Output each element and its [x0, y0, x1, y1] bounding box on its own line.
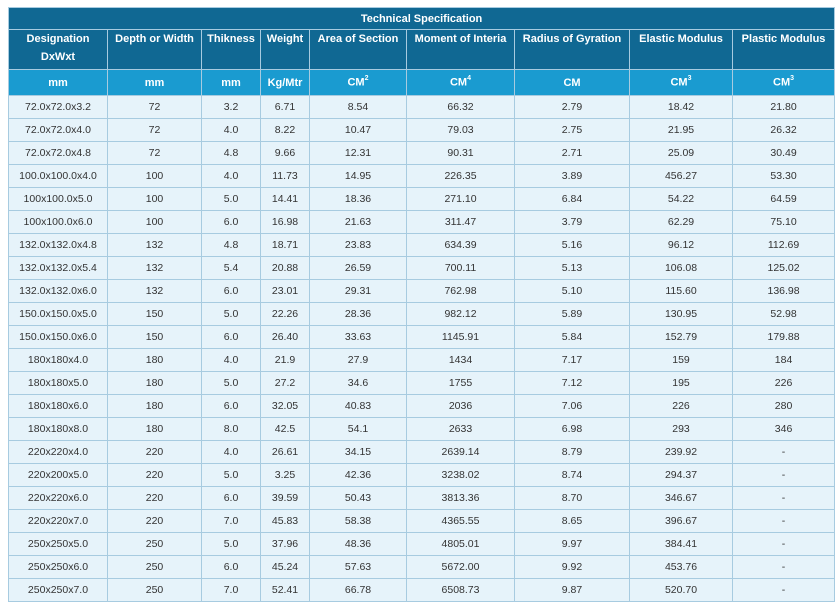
table-cell: 66.78 — [310, 579, 407, 602]
table-cell: 4805.01 — [407, 533, 515, 556]
table-cell: 34.6 — [310, 372, 407, 395]
table-cell: 250 — [108, 556, 202, 579]
table-cell: 14.41 — [261, 188, 310, 211]
table-cell: 6.0 — [202, 280, 261, 303]
table-cell: 1145.91 — [407, 326, 515, 349]
table-cell: 18.42 — [630, 96, 733, 119]
column-header — [261, 30, 310, 70]
table-cell: 100x100.0x5.0 — [9, 188, 108, 211]
table-cell: 152.79 — [630, 326, 733, 349]
table-cell: - — [733, 487, 835, 510]
unit-header — [310, 70, 407, 96]
column-header-sublabel: DxWxt — [40, 51, 76, 63]
table-cell: 72 — [108, 142, 202, 165]
table-cell: 634.39 — [407, 234, 515, 257]
table-cell: 132.0x132.0x5.4 — [9, 257, 108, 280]
table-cell: 5.89 — [515, 303, 630, 326]
column-header-label: Elastic Modulus — [639, 33, 723, 45]
table-cell: 26.59 — [310, 257, 407, 280]
table-cell: 2.79 — [515, 96, 630, 119]
table-cell: 3813.36 — [407, 487, 515, 510]
table-cell: 25.09 — [630, 142, 733, 165]
table-cell: 6508.73 — [407, 579, 515, 602]
table-cell: 311.47 — [407, 211, 515, 234]
unit-label: CM — [563, 76, 581, 89]
table-row — [9, 211, 835, 234]
column-header-row — [9, 30, 835, 70]
table-cell: 33.63 — [310, 326, 407, 349]
table-cell: 21.95 — [630, 119, 733, 142]
table-row — [9, 533, 835, 556]
table-cell: 220 — [108, 510, 202, 533]
table-cell: 54.22 — [630, 188, 733, 211]
table-cell: - — [733, 441, 835, 464]
table-row — [9, 326, 835, 349]
table-cell: 42.5 — [261, 418, 310, 441]
table-cell: 45.24 — [261, 556, 310, 579]
table-cell: 79.03 — [407, 119, 515, 142]
table-cell: 150 — [108, 303, 202, 326]
table-row — [9, 556, 835, 579]
column-header-label: Plastic Modulus — [741, 33, 826, 45]
table-cell: 6.84 — [515, 188, 630, 211]
table-row — [9, 280, 835, 303]
table-cell: 10.47 — [310, 119, 407, 142]
unit-exponent: 2 — [364, 75, 369, 83]
table-cell: 26.40 — [261, 326, 310, 349]
table-cell: 384.41 — [630, 533, 733, 556]
table-row — [9, 119, 835, 142]
table-cell: 30.49 — [733, 142, 835, 165]
table-row — [9, 464, 835, 487]
table-cell: 4.0 — [202, 119, 261, 142]
table-cell: 184 — [733, 349, 835, 372]
table-cell: 220x200x5.0 — [9, 464, 108, 487]
table-cell: 180x180x4.0 — [9, 349, 108, 372]
table-cell: 5.0 — [202, 188, 261, 211]
table-cell: 27.9 — [310, 349, 407, 372]
table-cell: 72.0x72.0x4.8 — [9, 142, 108, 165]
table-cell: 21.9 — [261, 349, 310, 372]
column-header-label: Designation — [26, 33, 90, 45]
table-cell: 52.98 — [733, 303, 835, 326]
table-cell: - — [733, 579, 835, 602]
column-header-label: Moment of Interia — [414, 33, 507, 45]
table-cell: 7.0 — [202, 510, 261, 533]
table-cell: 250x250x5.0 — [9, 533, 108, 556]
table-cell: 180 — [108, 372, 202, 395]
table-cell: 4.8 — [202, 234, 261, 257]
table-cell: 23.83 — [310, 234, 407, 257]
table-cell: 18.36 — [310, 188, 407, 211]
table-cell: 132 — [108, 234, 202, 257]
table-cell: 48.36 — [310, 533, 407, 556]
table-cell: 180 — [108, 418, 202, 441]
table-cell: 150.0x150.0x5.0 — [9, 303, 108, 326]
table-row — [9, 349, 835, 372]
table-cell: 453.76 — [630, 556, 733, 579]
table-cell: 8.65 — [515, 510, 630, 533]
table-cell: 28.36 — [310, 303, 407, 326]
spec-table-container — [8, 7, 834, 602]
table-row — [9, 234, 835, 257]
table-cell: 9.97 — [515, 533, 630, 556]
table-cell: 62.29 — [630, 211, 733, 234]
table-cell: 64.59 — [733, 188, 835, 211]
table-cell: 220x220x4.0 — [9, 441, 108, 464]
table-cell: 239.92 — [630, 441, 733, 464]
table-title: Technical Specification — [9, 8, 835, 30]
table-cell: 396.67 — [630, 510, 733, 533]
table-cell: 220 — [108, 464, 202, 487]
unit-label: CM — [347, 76, 365, 89]
unit-header — [108, 70, 202, 96]
table-cell: 6.0 — [202, 211, 261, 234]
table-cell: 762.98 — [407, 280, 515, 303]
table-cell: 11.73 — [261, 165, 310, 188]
table-cell: 250 — [108, 533, 202, 556]
column-header — [630, 30, 733, 70]
table-cell: - — [733, 533, 835, 556]
table-cell: 34.15 — [310, 441, 407, 464]
table-row — [9, 257, 835, 280]
table-cell: 346 — [733, 418, 835, 441]
column-header — [515, 30, 630, 70]
table-cell: 106.08 — [630, 257, 733, 280]
table-row — [9, 510, 835, 533]
table-cell: 72 — [108, 119, 202, 142]
table-cell: 66.32 — [407, 96, 515, 119]
table-cell: 18.71 — [261, 234, 310, 257]
table-cell: - — [733, 510, 835, 533]
table-cell: 180x180x6.0 — [9, 395, 108, 418]
table-cell: 130.95 — [630, 303, 733, 326]
table-cell: 226 — [733, 372, 835, 395]
table-cell: 7.12 — [515, 372, 630, 395]
table-cell: 9.92 — [515, 556, 630, 579]
table-cell: 9.66 — [261, 142, 310, 165]
table-cell: 52.41 — [261, 579, 310, 602]
table-cell: 22.26 — [261, 303, 310, 326]
column-header-label: Weight — [266, 33, 304, 45]
table-cell: 5.84 — [515, 326, 630, 349]
table-cell: 37.96 — [261, 533, 310, 556]
table-cell: 75.10 — [733, 211, 835, 234]
table-cell: 8.22 — [261, 119, 310, 142]
table-row — [9, 142, 835, 165]
column-header — [407, 30, 515, 70]
table-cell: 5.16 — [515, 234, 630, 257]
table-cell: 29.31 — [310, 280, 407, 303]
table-cell: 2.71 — [515, 142, 630, 165]
table-cell: 456.27 — [630, 165, 733, 188]
table-cell: 100 — [108, 165, 202, 188]
table-cell: 220 — [108, 441, 202, 464]
table-cell: - — [733, 556, 835, 579]
table-cell: 7.06 — [515, 395, 630, 418]
table-cell: 7.17 — [515, 349, 630, 372]
table-cell: 5.13 — [515, 257, 630, 280]
table-cell: 100 — [108, 211, 202, 234]
unit-header — [261, 70, 310, 96]
table-cell: 220x220x6.0 — [9, 487, 108, 510]
table-cell: 72.0x72.0x3.2 — [9, 96, 108, 119]
table-cell: 250x250x7.0 — [9, 579, 108, 602]
unit-label: Kg/Mtr — [267, 76, 303, 89]
table-row — [9, 441, 835, 464]
table-title-row — [9, 8, 835, 30]
unit-header — [515, 70, 630, 96]
table-row — [9, 487, 835, 510]
table-row — [9, 96, 835, 119]
table-cell: 96.12 — [630, 234, 733, 257]
table-cell: 195 — [630, 372, 733, 395]
table-cell: 100x100.0x6.0 — [9, 211, 108, 234]
table-row — [9, 395, 835, 418]
table-row — [9, 303, 835, 326]
table-cell: 6.71 — [261, 96, 310, 119]
table-cell: 700.11 — [407, 257, 515, 280]
unit-header — [9, 70, 108, 96]
table-body — [9, 96, 835, 602]
table-cell: 3.25 — [261, 464, 310, 487]
table-cell: 132 — [108, 280, 202, 303]
table-cell: 180x180x5.0 — [9, 372, 108, 395]
table-cell: 8.0 — [202, 418, 261, 441]
table-cell: 45.83 — [261, 510, 310, 533]
table-cell: 21.63 — [310, 211, 407, 234]
table-cell: 16.98 — [261, 211, 310, 234]
table-cell: 346.67 — [630, 487, 733, 510]
table-cell: 3.89 — [515, 165, 630, 188]
table-cell: 5.0 — [202, 303, 261, 326]
table-cell: 132 — [108, 257, 202, 280]
unit-header — [733, 70, 835, 96]
table-cell: - — [733, 464, 835, 487]
table-cell: 20.88 — [261, 257, 310, 280]
table-cell: 6.0 — [202, 326, 261, 349]
unit-exponent: 3 — [687, 75, 692, 83]
table-cell: 100.0x100.0x4.0 — [9, 165, 108, 188]
table-cell: 100 — [108, 188, 202, 211]
unit-label: CM — [449, 76, 468, 89]
column-header-label: Thikness — [207, 33, 255, 45]
table-cell: 27.2 — [261, 372, 310, 395]
table-cell: 115.60 — [630, 280, 733, 303]
table-cell: 220 — [108, 487, 202, 510]
unit-label: CM — [670, 76, 688, 89]
table-row — [9, 418, 835, 441]
table-cell: 72 — [108, 96, 202, 119]
table-cell: 125.02 — [733, 257, 835, 280]
table-row — [9, 165, 835, 188]
table-cell: 8.79 — [515, 441, 630, 464]
unit-label: CM — [773, 76, 791, 89]
table-cell: 32.05 — [261, 395, 310, 418]
unit-header-row — [9, 70, 835, 96]
table-cell: 112.69 — [733, 234, 835, 257]
table-cell: 72.0x72.0x4.0 — [9, 119, 108, 142]
unit-label: mm — [221, 76, 241, 89]
table-cell: 53.30 — [733, 165, 835, 188]
unit-exponent: 4 — [467, 75, 471, 83]
table-cell: 6.0 — [202, 395, 261, 418]
table-cell: 220x220x7.0 — [9, 510, 108, 533]
table-cell: 54.1 — [310, 418, 407, 441]
table-row — [9, 188, 835, 211]
column-header — [733, 30, 835, 70]
table-cell: 250x250x6.0 — [9, 556, 108, 579]
table-cell: 982.12 — [407, 303, 515, 326]
table-row — [9, 579, 835, 602]
table-cell: 180 — [108, 349, 202, 372]
table-cell: 50.43 — [310, 487, 407, 510]
table-cell: 58.38 — [310, 510, 407, 533]
table-cell: 4.0 — [202, 441, 261, 464]
table-cell: 5.10 — [515, 280, 630, 303]
table-cell: 6.0 — [202, 556, 261, 579]
table-cell: 132.0x132.0x4.8 — [9, 234, 108, 257]
table-cell: 159 — [630, 349, 733, 372]
table-cell: 250 — [108, 579, 202, 602]
table-cell: 21.80 — [733, 96, 835, 119]
table-cell: 2036 — [407, 395, 515, 418]
technical-specification-table — [8, 7, 835, 602]
table-cell: 3.2 — [202, 96, 261, 119]
table-cell: 2639.14 — [407, 441, 515, 464]
table-cell: 271.10 — [407, 188, 515, 211]
table-cell: 226 — [630, 395, 733, 418]
table-cell: 40.83 — [310, 395, 407, 418]
table-cell: 6.0 — [202, 487, 261, 510]
table-cell: 2.75 — [515, 119, 630, 142]
table-cell: 23.01 — [261, 280, 310, 303]
table-cell: 520.70 — [630, 579, 733, 602]
table-cell: 12.31 — [310, 142, 407, 165]
table-cell: 132.0x132.0x6.0 — [9, 280, 108, 303]
table-cell: 4.0 — [202, 165, 261, 188]
table-cell: 179.88 — [733, 326, 835, 349]
table-cell: 8.70 — [515, 487, 630, 510]
table-cell: 90.31 — [407, 142, 515, 165]
table-cell: 6.98 — [515, 418, 630, 441]
table-cell: 150 — [108, 326, 202, 349]
table-cell: 180x180x8.0 — [9, 418, 108, 441]
table-cell: 3.79 — [515, 211, 630, 234]
column-header-label: Area of Section — [317, 33, 399, 45]
table-cell: 5.0 — [202, 533, 261, 556]
table-cell: 136.98 — [733, 280, 835, 303]
table-cell: 9.87 — [515, 579, 630, 602]
unit-label: mm — [144, 76, 165, 89]
table-cell: 150.0x150.0x6.0 — [9, 326, 108, 349]
table-cell: 294.37 — [630, 464, 733, 487]
column-header — [108, 30, 202, 70]
table-cell: 42.36 — [310, 464, 407, 487]
table-row — [9, 372, 835, 395]
table-cell: 5.0 — [202, 372, 261, 395]
table-cell: 4.0 — [202, 349, 261, 372]
column-header — [202, 30, 261, 70]
column-header-label: Depth or Width — [115, 33, 194, 45]
unit-exponent: 3 — [790, 75, 795, 83]
table-cell: 1434 — [407, 349, 515, 372]
table-cell: 1755 — [407, 372, 515, 395]
table-cell: 226.35 — [407, 165, 515, 188]
table-cell: 4.8 — [202, 142, 261, 165]
table-cell: 8.74 — [515, 464, 630, 487]
unit-label: mm — [48, 76, 68, 89]
table-cell: 180 — [108, 395, 202, 418]
table-cell: 5672.00 — [407, 556, 515, 579]
table-cell: 3238.02 — [407, 464, 515, 487]
table-cell: 39.59 — [261, 487, 310, 510]
table-cell: 4365.55 — [407, 510, 515, 533]
column-header — [310, 30, 407, 70]
table-cell: 26.32 — [733, 119, 835, 142]
table-cell: 280 — [733, 395, 835, 418]
unit-header — [202, 70, 261, 96]
table-cell: 5.0 — [202, 464, 261, 487]
table-cell: 26.61 — [261, 441, 310, 464]
table-cell: 57.63 — [310, 556, 407, 579]
table-cell: 7.0 — [202, 579, 261, 602]
column-header — [9, 30, 108, 70]
table-cell: 14.95 — [310, 165, 407, 188]
unit-header — [407, 70, 515, 96]
table-cell: 8.54 — [310, 96, 407, 119]
table-cell: 2633 — [407, 418, 515, 441]
column-header-label: Radius of Gyration — [522, 33, 622, 45]
table-cell: 5.4 — [202, 257, 261, 280]
unit-header — [630, 70, 733, 96]
table-cell: 293 — [630, 418, 733, 441]
